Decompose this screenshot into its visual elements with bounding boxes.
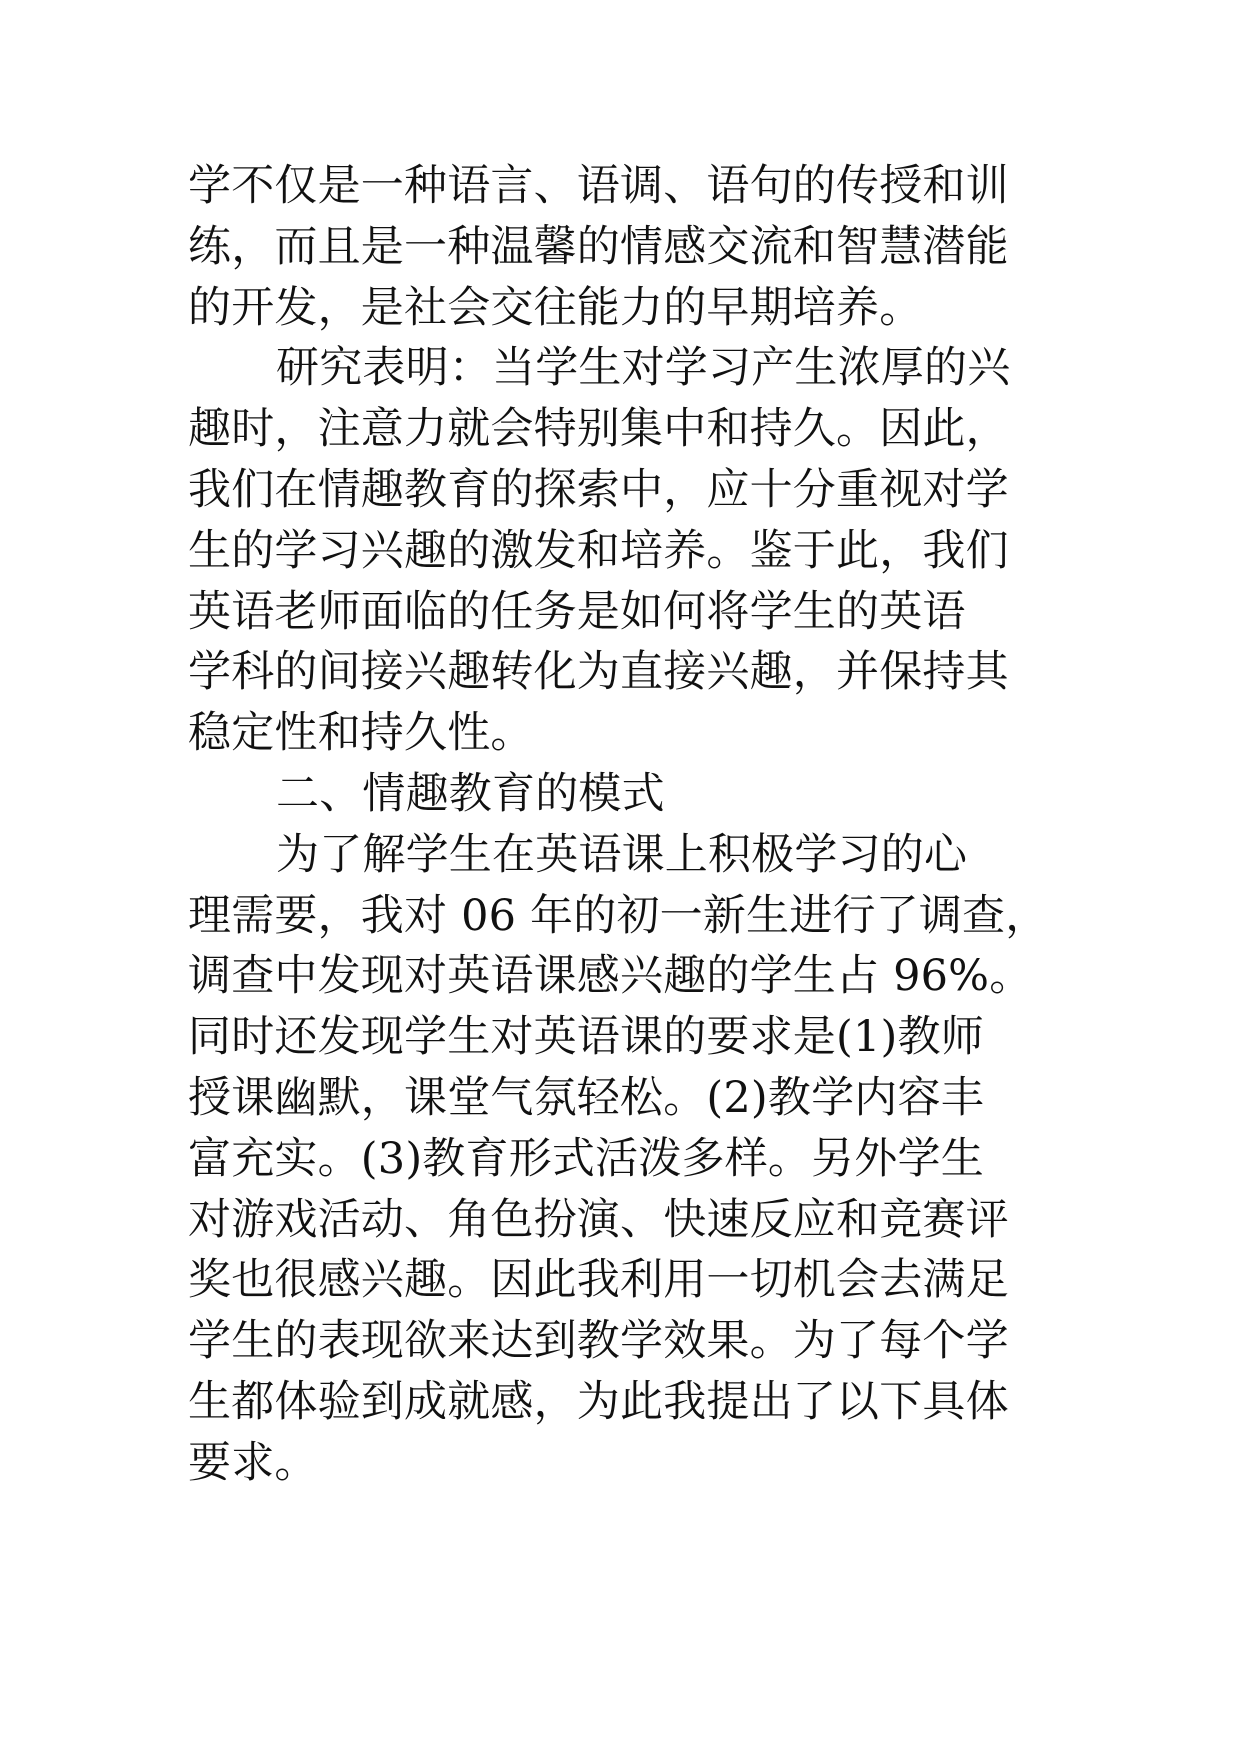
text-line: 调查中发现对英语课感兴趣的学生占 96%。 <box>188 951 1033 1002</box>
text-line: 学不仅是一种语言、语调、语句的传授和训 <box>188 161 1009 211</box>
text-line: 理需要，我对 06 年的初一新生进行了调查， <box>188 890 1049 941</box>
text-line: 对游戏活动、角色扮演、快速反应和竞赛评 <box>188 1194 1009 1245</box>
text-line: 英语老师面临的任务是如何将学生的英语 <box>188 586 966 637</box>
text-line: 稳定性和持久性。 <box>188 708 534 759</box>
text-line: 要求。 <box>188 1437 318 1488</box>
text-line: 生的学习兴趣的激发和培养。鉴于此，我们 <box>188 525 1009 576</box>
text-line: 授课幽默，课堂气氛轻松。(2)教学内容丰 <box>188 1072 984 1123</box>
text-line: 学科的间接兴趣转化为直接兴趣，并保持其 <box>188 647 1009 698</box>
paragraph-start-line: 为了解学生在英语课上积极学习的心 <box>276 829 968 880</box>
text-line: 的开发，是社会交往能力的早期培养。 <box>188 282 923 333</box>
text-line: 趣时，注意力就会特别集中和持久。因此， <box>188 404 1009 455</box>
text-line: 富充实。(3)教育形式活泼多样。另外学生 <box>188 1133 984 1184</box>
text-line: 我们在情趣教育的探索中，应十分重视对学 <box>188 464 1009 515</box>
text-line: 学生的表现欲来达到教学效果。为了每个学 <box>188 1316 1009 1367</box>
text-line: 同时还发现学生对英语课的要求是(1)教师 <box>188 1012 984 1063</box>
section-heading: 二、情趣教育的模式 <box>276 768 665 819</box>
body-text <box>188 156 1068 1494</box>
text-line: 奖也很感兴趣。因此我利用一切机会去满足 <box>188 1255 1009 1306</box>
text-line: 练，而且是一种温馨的情感交流和智慧潜能 <box>188 221 1009 272</box>
text-line: 生都体验到成就感，为此我提出了以下具体 <box>188 1376 1009 1427</box>
paragraph-start-line: 研究表明：当学生对学习产生浓厚的兴 <box>276 343 1011 394</box>
